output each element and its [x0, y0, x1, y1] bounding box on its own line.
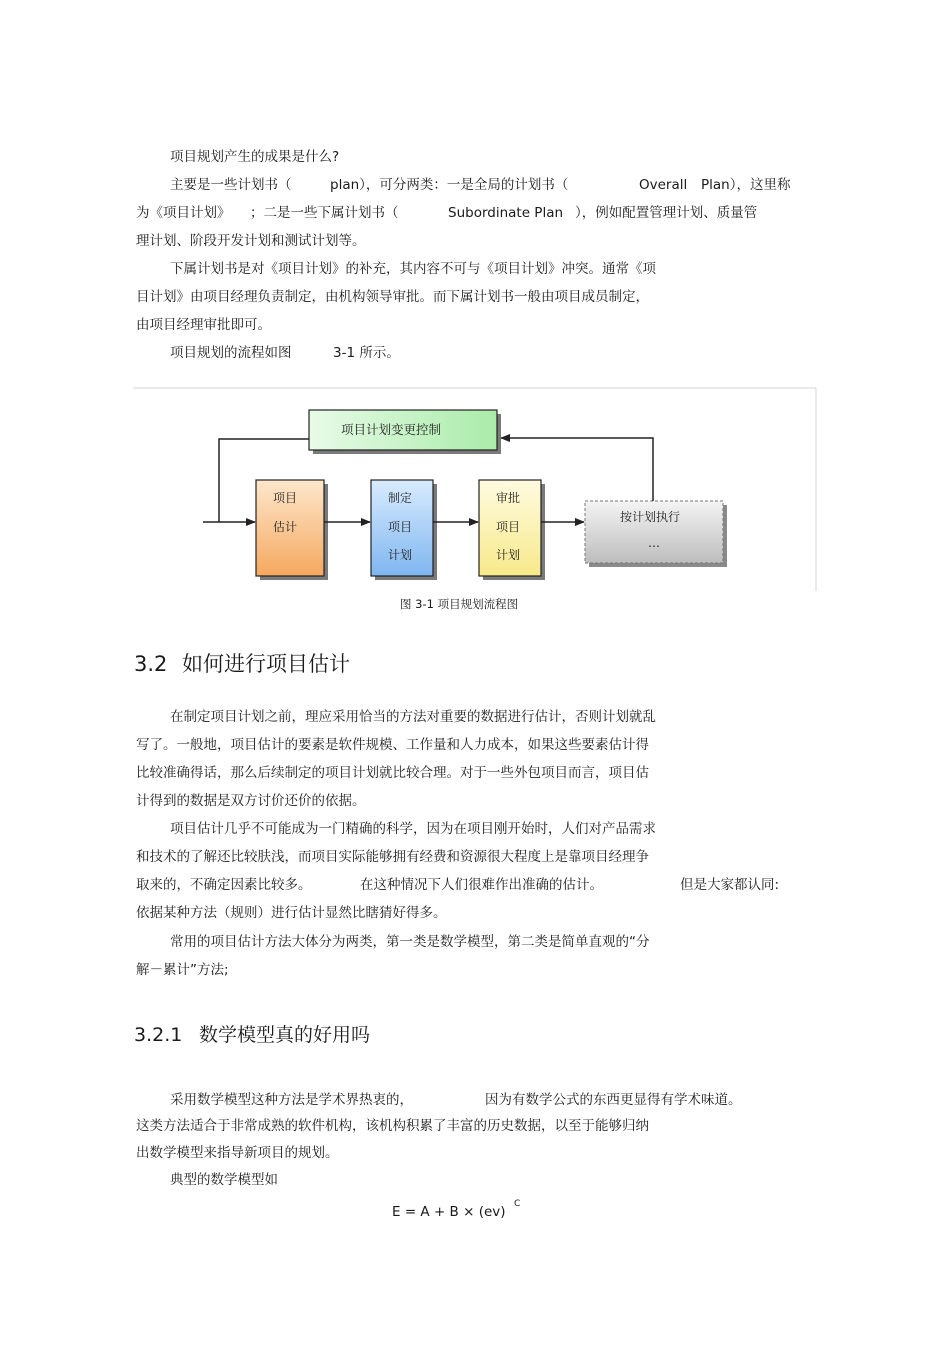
paragraph-line: 依据某种方法（规则）进行估计显然比瞎猜好得多。	[136, 905, 447, 921]
paragraph-line: 但是大家都认同:	[680, 877, 780, 893]
box-label: 按计划执行	[619, 510, 681, 524]
box-label: 审批	[495, 491, 521, 505]
estimate-box	[256, 480, 328, 580]
paragraph-line: 这类方法适合于非常成熟的软件机构，该机构积累了丰富的历史数据，以至于能够归纳	[136, 1118, 649, 1134]
paragraph-line: 主要是一些计划书（	[170, 177, 292, 193]
paragraph-line: 项目规划的流程如图	[170, 345, 292, 361]
change-control-box	[309, 410, 501, 454]
paragraph-line: 出数学模型来指导新项目的规划。	[136, 1145, 339, 1161]
paragraph-line: 比较准确得话，那么后续制定的项目计划就比较合理。对于一些外包项目而言，项目估	[136, 765, 649, 781]
paragraph-line: 为《项目计划》	[136, 205, 231, 221]
box-label: 项目	[387, 520, 413, 534]
paragraph-line: 理计划、阶段开发计划和测试计划等。	[136, 233, 366, 249]
paragraph-line: Overall	[639, 177, 688, 193]
paragraph-line: 取来的，不确定因素比较多。	[136, 877, 312, 893]
paragraph-line: 采用数学模型这种方法是学术界热衷的，	[170, 1092, 413, 1108]
subsection-heading-number: 3.2.1	[134, 1024, 183, 1046]
paragraph-line: 目计划》由项目经理负责制定，由机构领导审批。而下属计划书一般由项目成员制定，	[136, 289, 649, 305]
paragraph-line: 因为有数学公式的东西更显得有学术味道。	[485, 1092, 742, 1108]
paragraph-line: ），例如配置管理计划、质量管	[575, 205, 758, 221]
figure-caption: 图 3-1 项目规划流程图	[400, 597, 519, 611]
paragraph-line: 3-1 所示。	[333, 345, 400, 361]
change-control-label: 项目计划变更控制	[340, 422, 442, 437]
box-label: 计划	[495, 548, 521, 562]
paragraph-line: Plan），这里称	[701, 177, 791, 193]
paragraph-line: 和技术的了解还比较肤浅，而项目实际能够拥有经费和资源很大程度上是靠项目经理争	[136, 849, 649, 865]
formula-superscript: C	[514, 1199, 521, 1209]
box-label: 项目	[495, 520, 521, 534]
paragraph-line: 常用的项目估计方法大体分为两类，第一类是数学模型，第二类是简单直观的“分	[170, 934, 650, 950]
box-label: 计划	[387, 548, 413, 562]
paragraph-line: 计得到的数据是双方讨价还价的依据。	[136, 793, 366, 809]
paragraph-line: 项目估计几乎不可能成为一门精确的科学，因为在项目刚开始时，人们对产品需求	[170, 821, 656, 837]
paragraph-line: 由项目经理审批即可。	[136, 317, 271, 333]
paragraph-line: 典型的数学模型如	[170, 1172, 278, 1188]
box-label: 估计	[272, 520, 298, 534]
question-line: 项目规划产生的成果是什么?	[170, 149, 340, 165]
section-heading: 如何进行项目估计	[182, 652, 350, 676]
paragraph-line: Subordinate Plan	[448, 205, 564, 221]
section-heading-number: 3.2	[134, 652, 168, 676]
approve-plan-box	[479, 480, 545, 580]
formula: E = A + B × (ev)	[392, 1204, 506, 1220]
execute-box	[585, 501, 727, 567]
box-label: …	[648, 536, 660, 550]
box-label: 制定	[387, 491, 413, 505]
paragraph-line: 解－累计”方法;	[136, 962, 229, 978]
box-label: 项目	[272, 491, 298, 505]
paragraph-line: 在制定项目计划之前，理应采用恰当的方法对重要的数据进行估计，否则计划就乱	[170, 709, 656, 725]
make-plan-box	[371, 480, 437, 580]
project-planning-flowchart	[133, 387, 817, 592]
paragraph-line: 下属计划书是对《项目计划》的补充，其内容不可与《项目计划》冲突。通常《项	[170, 261, 656, 277]
paragraph-line: ；二是一些下属计划书（	[250, 205, 399, 221]
subsection-heading: 数学模型真的好用吗	[199, 1024, 371, 1046]
paragraph-line: plan），可分两类：一是全局的计划书（	[330, 177, 569, 193]
paragraph-line: 写了。一般地，项目估计的要素是软件规模、工作量和人力成本，如果这些要素估计得	[136, 737, 649, 753]
paragraph-line: 在这种情况下人们很难作出准确的估计。	[360, 877, 603, 893]
